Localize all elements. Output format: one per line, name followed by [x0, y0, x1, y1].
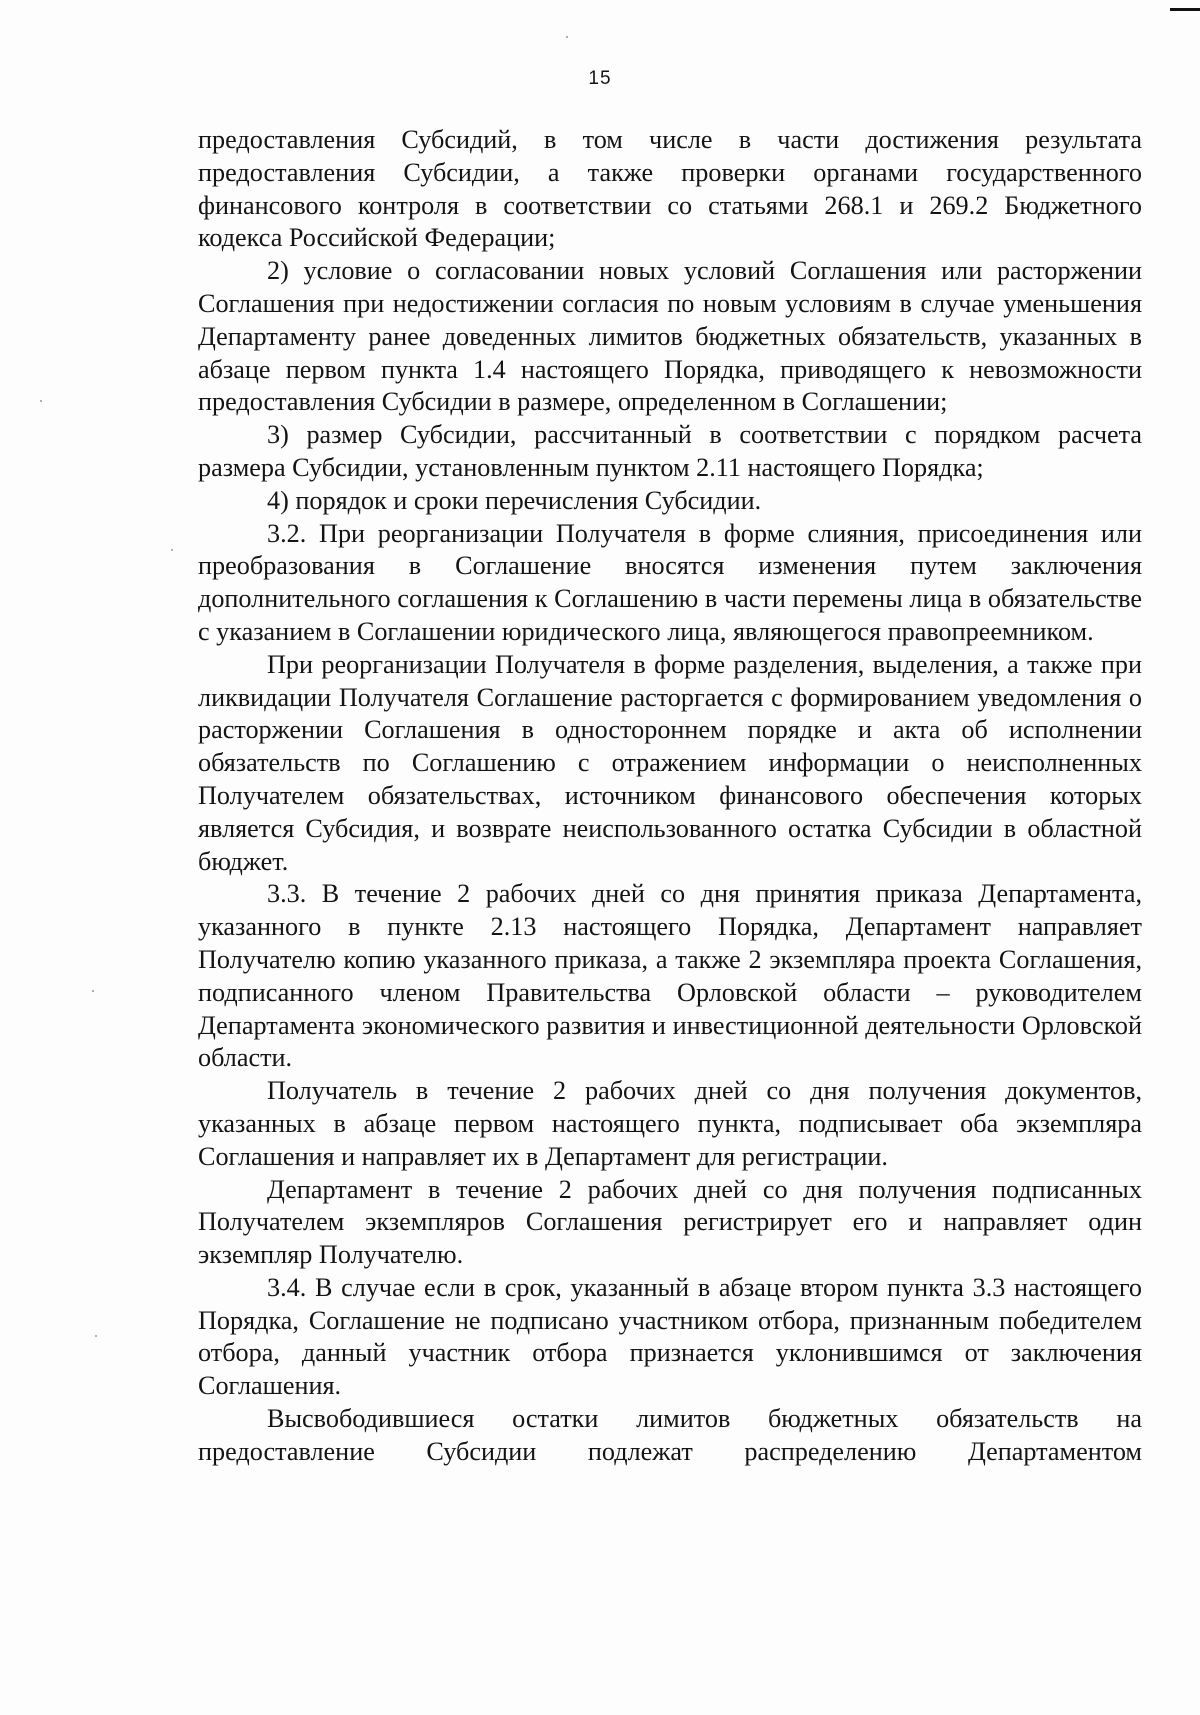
paragraph-3-4-part-2: Высвободившиеся остатки лимитов бюджетных обязательств на предоставление Субсидии подлежат распределению Департаментом: [198, 1404, 1142, 1466]
paragraph-3-3-part-3: Департамент в течение 2 рабочих дней со дня получения подписанных Получателем экземпляров Соглашения регистрирует его и направляет один экземпляр Получателю.: [198, 1174, 1142, 1270]
paragraph-3-3: 3.3. В течение 2 рабочих дней со дня принятия приказа Департамента, указанного в пункте 2.13 настоящего Порядка, Департамент направляет Получателю копию указанного приказа, а также 2 экземпляра проекта Соглашения, подписанного членом Правительства Орловской области – руководителем Департамента экономического развития и инвестиционной деятельности Орловской области.: [198, 879, 1142, 1073]
paragraph-item-2: 2) условие о согласовании новых условий Соглашения или расторжении Соглашения при недостижении согласия по новым условиям в случае уменьшения Департаменту ранее доведенных лимитов бюджетных обязательств, указанных в абзаце первом пункта 1.4 настоящего Порядка, приводящего к невозможности предоставления Субсидии в размере, определенном в Соглашении;: [198, 256, 1142, 417]
document-body: [198, 124, 1142, 1469]
paragraph-continuation: предоставления Субсидий, в том числе в части достижения результата предоставления Субсидии, а также проверки органами государственного финансового контроля в соответствии со статьями 268.1 и 269.2 Бюджетного кодекса Российской Федерации;: [198, 125, 1142, 253]
scan-speck: [566, 36, 568, 38]
paragraph-3-2: 3.2. При реорганизации Получателя в форме слияния, присоединения или преобразования в Соглашение вносятся изменения путем заключения дополнительного соглашения к Соглашению в части перемены лица в обязательстве с указанием в Соглашении юридического лица, являющегося правопреемником.: [198, 518, 1142, 646]
scan-speck: [40, 400, 42, 402]
scan-speck: [171, 549, 173, 551]
paragraph-item-3: 3) размер Субсидии, рассчитанный в соответствии с порядком расчета размера Субсидии, установленным пунктом 2.11 настоящего Порядка;: [198, 420, 1142, 482]
scan-speck: [92, 990, 94, 992]
paragraph-item-4: 4) порядок и сроки перечисления Субсидии.: [267, 485, 762, 515]
page-number: 15: [588, 68, 612, 89]
scan-speck: [95, 1335, 97, 1337]
paragraph-3-2-part-2: При реорганизации Получателя в форме разделения, выделения, а также при ликвидации Получателя Соглашение расторгается с формированием уведомления о расторжении Соглашения в одностороннем порядке и акта об исполнении обязательств по Соглашению с отражением информации о неисполненных Получателем обязательствах, источником финансового обеспечения которых является Субсидия, и возврате неиспользованного остатка Субсидии в областной бюджет.: [198, 649, 1142, 876]
scan-edge-mark: [1170, 8, 1200, 11]
paragraph-3-3-part-2: Получатель в течение 2 рабочих дней со дня получения документов, указанных в абзаце первом настоящего пункта, подписывает оба экземпляра Соглашения и направляет их в Департамент для регистрации.: [198, 1076, 1142, 1171]
paragraph-3-4: 3.4. В случае если в срок, указанный в абзаце втором пункта 3.3 настоящего Порядка, Соглашение не подписано участником отбора, признанным победителем отбора, данный участник отбора признается уклонившимся от заключения Соглашения.: [198, 1272, 1142, 1401]
